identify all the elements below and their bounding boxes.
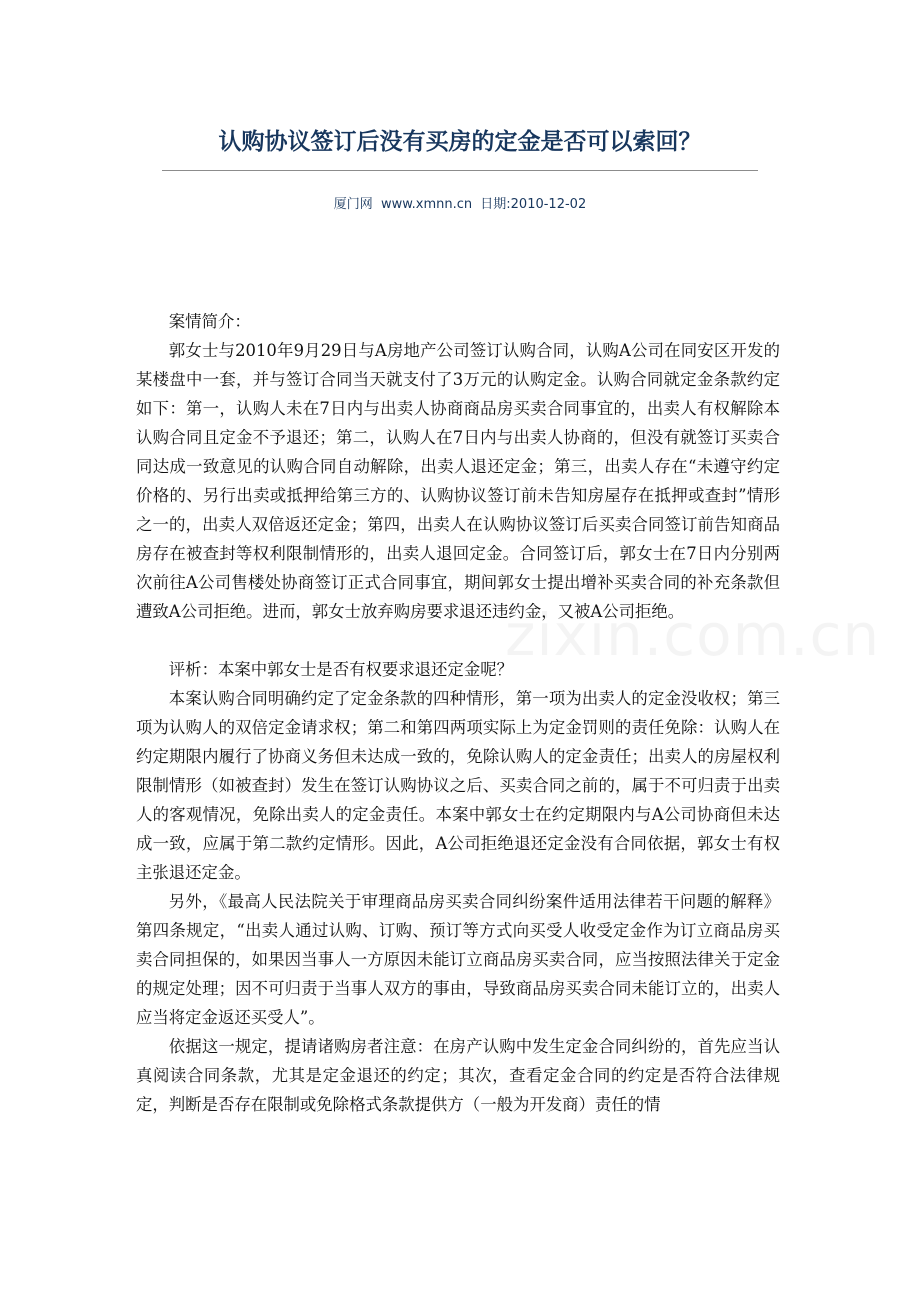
article-title: 认购协议签订后没有买房的定金是否可以索回？	[218, 129, 702, 155]
article-date: 日期:2010-12-02	[480, 197, 587, 212]
case-heading: 案情简介：	[168, 312, 251, 331]
analysis-heading: 评析：本案中郭女士是否有权要求退还定金呢？	[168, 660, 513, 679]
analysis-paragraph: 本案认购合同明确约定了定金条款的四种情形，第一项为出卖人的定金没收权；第三项为认购人的双倍定金请求权；第二和第四两项实际上为定金罚则的责任免除：认购人在约定期限内履行了协商义务但未达成一致的，免除认购人的定金责任；出卖人的房屋权利限制情形（如被查封）发生在签订认购协议之后、买卖合同之前的，属于不可归责于出卖人的客观情况，免除出卖人的定金责任。本案中郭女士在约定期限内与A公司协商但未达成一致，应属于第二款约定情形。因此，A公司拒绝退还定金没有合同依据，郭女士有权主张退还定金。	[136, 689, 780, 882]
article-url: www.xmnn.cn	[380, 197, 473, 212]
analysis-paragraph: 另外，《最高人民法院关于审理商品房买卖合同纠纷案件适用法律若干问题的解释》第四条规定，“出卖人通过认购、订购、预订等方式向买受人收受定金作为订立商品房买卖合同担保的，如果因当事人一方原因未能订立商品房买卖合同，应当按照法律关于定金的规定处理；因不可归责于当事人双方的事由，导致商品房买卖合同未能订立的，出卖人应当将定金返还买受人”。	[136, 892, 780, 1027]
analysis-paragraph: 依据这一规定，提请诸购房者注意：在房产认购中发生定金合同纠纷的，首先应当认真阅读合同条款，尤其是定金退还的约定；其次，查看定金合同的约定是否符合法律规定，判断是否存在限制或免除格式条款提供方（一般为开发商）责任的情	[136, 1037, 780, 1114]
article-meta	[162, 195, 758, 215]
case-paragraph: 郭女士与2010年9月29日与A房地产公司签订认购合同，认购A公司在同安区开发的某楼盘中一套，并与签订合同当天就支付了3万元的认购定金。认购合同就定金条款约定如下：第一，认购人未在7日内与出卖人协商商品房买卖合同事宜的，出卖人有权解除本认购合同且定金不予退还；第二，认购人在7日内与出卖人协商的，但没有就签订买卖合同达成一致意见的认购合同自动解除，出卖人退还定金；第三，出卖人存在“未遵守约定价格的、另行出卖或抵押给第三方的、认购协议签订前未告知房屋存在抵押或查封”情形之一的，出卖人双倍返还定金；第四，出卖人在认购协议签订后买卖合同签订前告知商品房存在被查封等权利限制情形的，出卖人退回定金。合同签订后，郭女士在7日内分别两次前往A公司售楼处协商签订正式合同事宜，期间郭女士提出增补买卖合同的补充条款但遭致A公司拒绝。进而，郭女士放弃购房要求退还违约金，又被A公司拒绝。	[136, 341, 780, 621]
article-source: 厦门网	[333, 197, 373, 212]
title-divider	[162, 170, 758, 171]
article-body	[136, 307, 780, 1119]
